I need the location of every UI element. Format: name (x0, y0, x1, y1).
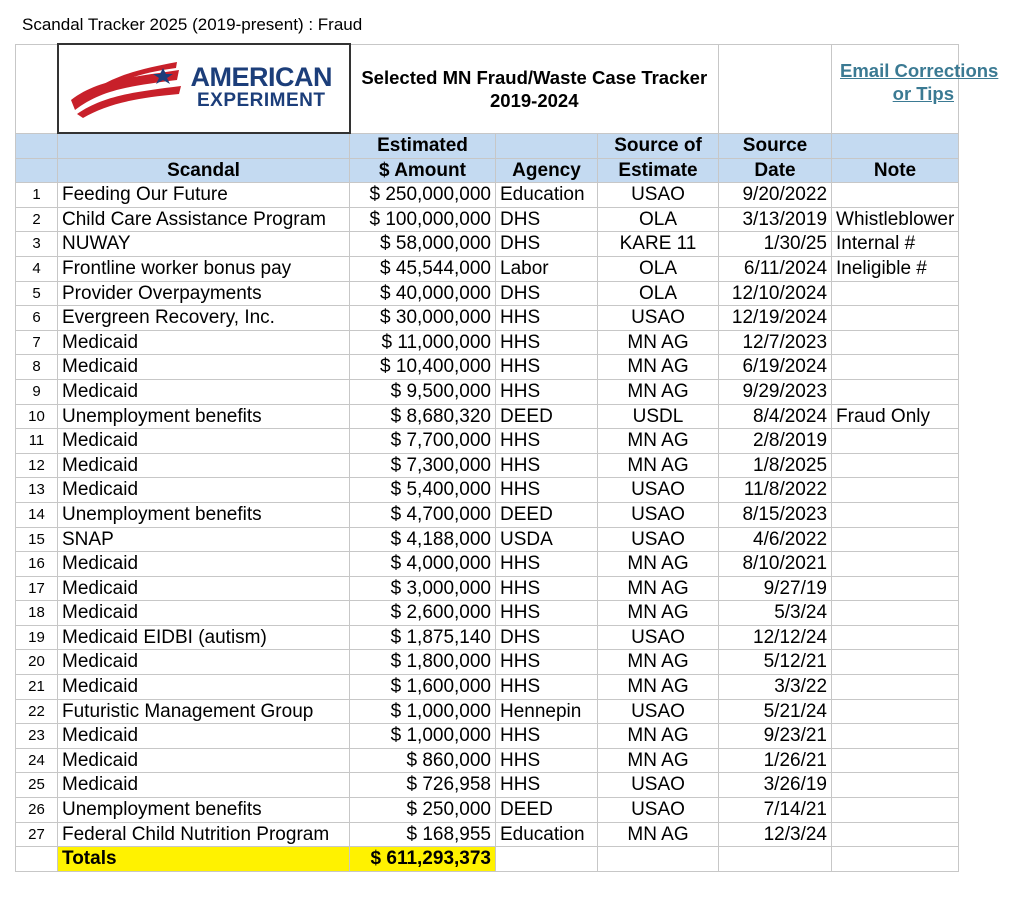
scandal-cell[interactable]: Medicaid (58, 748, 350, 773)
date-cell[interactable]: 7/14/21 (719, 798, 832, 823)
date-cell[interactable]: 8/4/2024 (719, 404, 832, 429)
source-cell[interactable]: MN AG (598, 576, 719, 601)
source-cell[interactable]: MN AG (598, 675, 719, 700)
note-cell[interactable] (832, 281, 959, 306)
scandal-cell[interactable]: Medicaid (58, 576, 350, 601)
scandal-cell[interactable]: Medicaid (58, 724, 350, 749)
row-number[interactable]: 25 (16, 773, 58, 798)
header-date-line2: Date (719, 158, 832, 183)
note-cell[interactable] (832, 478, 959, 503)
amount-cell[interactable]: $ 1,600,000 (350, 675, 496, 700)
table-row (16, 453, 959, 478)
agency-cell[interactable]: HHS (496, 306, 598, 331)
note-cell[interactable] (832, 330, 959, 355)
totals-rownum[interactable] (16, 847, 58, 872)
scandal-cell[interactable]: Medicaid (58, 552, 350, 577)
note-cell[interactable] (832, 379, 959, 404)
date-cell[interactable]: 3/3/22 (719, 675, 832, 700)
source-cell[interactable]: MN AG (598, 601, 719, 626)
agency-cell[interactable]: HHS (496, 330, 598, 355)
amount-cell[interactable]: $ 4,188,000 (350, 527, 496, 552)
scandal-cell[interactable]: Feeding Our Future (58, 183, 350, 208)
table-row (16, 798, 959, 823)
row-number[interactable]: 27 (16, 822, 58, 847)
source-cell[interactable]: USAO (598, 527, 719, 552)
corner-cell (16, 44, 58, 133)
scandal-cell[interactable]: Medicaid (58, 773, 350, 798)
scandal-cell[interactable]: Medicaid (58, 379, 350, 404)
source-cell[interactable]: OLA (598, 256, 719, 281)
agency-cell[interactable]: HHS (496, 453, 598, 478)
header-amount-line1: Estimated (350, 133, 496, 158)
table-row (16, 429, 959, 454)
date-cell[interactable]: 12/10/2024 (719, 281, 832, 306)
source-cell[interactable]: MN AG (598, 650, 719, 675)
date-cell[interactable]: 6/11/2024 (719, 256, 832, 281)
scandal-cell[interactable]: Futuristic Management Group (58, 699, 350, 724)
agency-cell[interactable]: Education (496, 183, 598, 208)
scandal-cell[interactable]: Medicaid (58, 478, 350, 503)
table-row (16, 675, 959, 700)
note-cell[interactable] (832, 798, 959, 823)
date-cell[interactable]: 1/8/2025 (719, 453, 832, 478)
table-row (16, 748, 959, 773)
scandal-cell[interactable]: Medicaid EIDBI (autism) (58, 625, 350, 650)
table-row (16, 699, 959, 724)
date-cell[interactable]: 12/12/24 (719, 625, 832, 650)
note-cell[interactable] (832, 527, 959, 552)
row-number[interactable]: 26 (16, 798, 58, 823)
agency-cell[interactable]: Labor (496, 256, 598, 281)
agency-cell[interactable]: HHS (496, 773, 598, 798)
totals-label[interactable]: Totals (58, 847, 350, 872)
logo-line1: AMERICAN (190, 61, 332, 92)
row-number[interactable]: 7 (16, 330, 58, 355)
table-row (16, 724, 959, 749)
amount-cell[interactable]: $ 7,700,000 (350, 429, 496, 454)
amount-cell[interactable]: $ 7,300,000 (350, 453, 496, 478)
agency-cell[interactable]: HHS (496, 650, 598, 675)
note-cell[interactable] (832, 453, 959, 478)
amount-cell[interactable]: $ 40,000,000 (350, 281, 496, 306)
scandal-cell[interactable]: Medicaid (58, 355, 350, 380)
scandal-cell[interactable]: Unemployment benefits (58, 404, 350, 429)
agency-cell[interactable]: HHS (496, 601, 598, 626)
row-number[interactable]: 3 (16, 232, 58, 257)
source-cell[interactable]: MN AG (598, 748, 719, 773)
date-cell[interactable]: 9/29/2023 (719, 379, 832, 404)
source-cell[interactable]: MN AG (598, 429, 719, 454)
agency-cell[interactable]: HHS (496, 355, 598, 380)
scandal-cell[interactable]: Evergreen Recovery, Inc. (58, 306, 350, 331)
note-cell[interactable] (832, 650, 959, 675)
row-number[interactable]: 14 (16, 502, 58, 527)
table-row (16, 281, 959, 306)
header-note: Note (832, 158, 959, 183)
date-cell[interactable]: 9/23/21 (719, 724, 832, 749)
note-cell[interactable] (832, 822, 959, 847)
date-cell[interactable]: 8/10/2021 (719, 552, 832, 577)
agency-cell[interactable]: DEED (496, 798, 598, 823)
agency-cell[interactable]: DEED (496, 502, 598, 527)
scandal-cell[interactable]: SNAP (58, 527, 350, 552)
note-cell[interactable]: Fraud Only (832, 404, 959, 429)
note-cell[interactable] (832, 552, 959, 577)
table-row (16, 650, 959, 675)
date-cell[interactable]: 9/20/2022 (719, 183, 832, 208)
date-cell[interactable]: 5/3/24 (719, 601, 832, 626)
date-cell[interactable]: 5/21/24 (719, 699, 832, 724)
row-number[interactable]: 21 (16, 675, 58, 700)
note-cell[interactable]: Internal # (832, 232, 959, 257)
agency-cell[interactable]: DHS (496, 232, 598, 257)
totals-blank[interactable] (496, 847, 598, 872)
amount-cell[interactable]: $ 250,000 (350, 798, 496, 823)
amount-cell[interactable]: $ 1,000,000 (350, 699, 496, 724)
amount-cell[interactable]: $ 168,955 (350, 822, 496, 847)
note-cell[interactable] (832, 724, 959, 749)
note-cell[interactable] (832, 748, 959, 773)
row-number[interactable]: 15 (16, 527, 58, 552)
source-cell[interactable]: USAO (598, 798, 719, 823)
agency-cell[interactable]: Education (496, 822, 598, 847)
date-cell[interactable]: 3/13/2019 (719, 207, 832, 232)
table-row (16, 527, 959, 552)
scandal-cell[interactable]: Medicaid (58, 429, 350, 454)
header-agency: Agency (496, 158, 598, 183)
row-number[interactable]: 17 (16, 576, 58, 601)
table-row (16, 625, 959, 650)
amount-cell[interactable]: $ 1,000,000 (350, 724, 496, 749)
amount-cell[interactable]: $ 45,544,000 (350, 256, 496, 281)
amount-cell[interactable]: $ 2,600,000 (350, 601, 496, 626)
logo-line2: EXPERIMENT (196, 89, 326, 111)
email-link-cell (832, 44, 999, 133)
row-number[interactable]: 18 (16, 601, 58, 626)
source-cell[interactable]: MN AG (598, 355, 719, 380)
row-number[interactable]: 23 (16, 724, 58, 749)
source-cell[interactable]: USAO (598, 699, 719, 724)
header-source-line2: Estimate (598, 158, 719, 183)
agency-cell[interactable]: HHS (496, 748, 598, 773)
row-number[interactable]: 16 (16, 552, 58, 577)
note-cell[interactable]: Ineligible # (832, 256, 959, 281)
header-blank (58, 133, 350, 158)
scandal-cell[interactable]: Unemployment benefits (58, 798, 350, 823)
totals-row (16, 847, 959, 872)
header-banner-row (16, 44, 959, 133)
table-row (16, 502, 959, 527)
table-row (16, 773, 959, 798)
source-cell[interactable]: MN AG (598, 330, 719, 355)
source-cell[interactable]: MN AG (598, 552, 719, 577)
date-cell[interactable]: 1/26/21 (719, 748, 832, 773)
amount-cell[interactable]: $ 58,000,000 (350, 232, 496, 257)
table-row (16, 355, 959, 380)
american-experiment-logo (59, 54, 349, 124)
table-row (16, 183, 959, 208)
note-cell[interactable] (832, 576, 959, 601)
scandal-cell[interactable]: Medicaid (58, 330, 350, 355)
source-cell[interactable]: USAO (598, 625, 719, 650)
agency-cell[interactable]: Hennepin (496, 699, 598, 724)
amount-cell[interactable]: $ 8,680,320 (350, 404, 496, 429)
note-cell[interactable] (832, 675, 959, 700)
agency-cell[interactable]: HHS (496, 576, 598, 601)
amount-cell[interactable]: $ 4,700,000 (350, 502, 496, 527)
amount-cell[interactable]: $ 860,000 (350, 748, 496, 773)
source-cell[interactable]: USAO (598, 478, 719, 503)
amount-cell[interactable]: $ 10,400,000 (350, 355, 496, 380)
flag-stripes-icon (67, 60, 185, 118)
header-amount-line2: $ Amount (350, 158, 496, 183)
source-cell[interactable]: MN AG (598, 822, 719, 847)
amount-cell[interactable]: $ 1,875,140 (350, 625, 496, 650)
row-number[interactable]: 12 (16, 453, 58, 478)
date-cell[interactable]: 1/30/25 (719, 232, 832, 257)
amount-cell[interactable]: $ 11,000,000 (350, 330, 496, 355)
row-number[interactable]: 2 (16, 207, 58, 232)
row-number[interactable]: 22 (16, 699, 58, 724)
date-cell[interactable]: 4/6/2022 (719, 527, 832, 552)
agency-cell[interactable]: DHS (496, 625, 598, 650)
scandal-cell[interactable]: Medicaid (58, 453, 350, 478)
page-title: Scandal Tracker 2025 (2019-present) : Fraud (22, 15, 363, 34)
header-rownum (16, 158, 58, 183)
scandal-cell[interactable]: Child Care Assistance Program (58, 207, 350, 232)
logo-cell (58, 44, 350, 133)
date-cell[interactable]: 8/15/2023 (719, 502, 832, 527)
date-cell[interactable]: 5/12/21 (719, 650, 832, 675)
amount-cell[interactable]: $ 9,500,000 (350, 379, 496, 404)
agency-cell[interactable]: DHS (496, 207, 598, 232)
row-number[interactable]: 4 (16, 256, 58, 281)
table-row (16, 576, 959, 601)
totals-blank[interactable] (598, 847, 719, 872)
source-cell[interactable]: KARE 11 (598, 232, 719, 257)
note-cell[interactable] (832, 355, 959, 380)
source-cell[interactable]: MN AG (598, 453, 719, 478)
email-corrections-link[interactable]: Email Corrections (840, 59, 999, 81)
note-cell[interactable]: Whistleblower (832, 207, 959, 232)
source-cell[interactable]: OLA (598, 281, 719, 306)
note-cell[interactable] (832, 183, 959, 208)
row-number[interactable]: 9 (16, 379, 58, 404)
row-number[interactable]: 11 (16, 429, 58, 454)
date-cell[interactable]: 12/3/24 (719, 822, 832, 847)
agency-cell[interactable]: HHS (496, 552, 598, 577)
scandal-cell[interactable]: Medicaid (58, 675, 350, 700)
row-number[interactable]: 8 (16, 355, 58, 380)
table-row (16, 207, 959, 232)
date-cell[interactable]: 9/27/19 (719, 576, 832, 601)
scandal-cell[interactable]: NUWAY (58, 232, 350, 257)
totals-amount[interactable]: $ 611,293,373 (350, 847, 496, 872)
header-date-line1: Source (719, 133, 832, 158)
agency-cell[interactable]: HHS (496, 379, 598, 404)
row-number[interactable]: 20 (16, 650, 58, 675)
or-tips-link[interactable]: or Tips (892, 82, 955, 104)
header-source-line1: Source of (598, 133, 719, 158)
table-row (16, 822, 959, 847)
column-header-row-1 (16, 133, 959, 158)
note-cell[interactable] (832, 429, 959, 454)
note-cell[interactable] (832, 625, 959, 650)
source-cell[interactable]: OLA (598, 207, 719, 232)
note-cell[interactable] (832, 699, 959, 724)
row-number[interactable]: 13 (16, 478, 58, 503)
table-row (16, 379, 959, 404)
scandal-cell[interactable]: Provider Overpayments (58, 281, 350, 306)
tracker-title: Selected MN Fraud/Waste Case Tracker 2019-2024 (350, 44, 719, 133)
scandal-cell[interactable]: Unemployment benefits (58, 502, 350, 527)
table-row (16, 306, 959, 331)
header-blank (832, 133, 959, 158)
header-blank (496, 133, 598, 158)
totals-blank[interactable] (719, 847, 832, 872)
column-header-row-2 (16, 158, 959, 183)
note-cell[interactable] (832, 601, 959, 626)
note-cell[interactable] (832, 306, 959, 331)
row-number[interactable]: 24 (16, 748, 58, 773)
scandal-cell[interactable]: Medicaid (58, 601, 350, 626)
agency-cell[interactable]: HHS (496, 724, 598, 749)
amount-cell[interactable]: $ 100,000,000 (350, 207, 496, 232)
source-cell[interactable]: MN AG (598, 379, 719, 404)
table-row (16, 552, 959, 577)
amount-cell[interactable]: $ 30,000,000 (350, 306, 496, 331)
scandal-cell[interactable]: Federal Child Nutrition Program (58, 822, 350, 847)
source-cell[interactable]: USAO (598, 773, 719, 798)
blank-header-cell (719, 44, 832, 133)
source-cell[interactable]: USAO (598, 502, 719, 527)
row-number[interactable]: 6 (16, 306, 58, 331)
note-cell[interactable] (832, 502, 959, 527)
header-scandal: Scandal (58, 158, 350, 183)
source-cell[interactable]: MN AG (598, 724, 719, 749)
table-row (16, 256, 959, 281)
scandal-cell[interactable]: Medicaid (58, 650, 350, 675)
agency-cell[interactable]: DHS (496, 281, 598, 306)
source-cell[interactable]: USAO (598, 306, 719, 331)
agency-cell[interactable]: HHS (496, 478, 598, 503)
amount-cell[interactable]: $ 1,800,000 (350, 650, 496, 675)
amount-cell[interactable]: $ 3,000,000 (350, 576, 496, 601)
amount-cell[interactable]: $ 250,000,000 (350, 183, 496, 208)
case-table (15, 43, 999, 872)
table-row (16, 478, 959, 503)
agency-cell[interactable]: HHS (496, 429, 598, 454)
amount-cell[interactable]: $ 4,000,000 (350, 552, 496, 577)
table-row (16, 330, 959, 355)
row-number[interactable]: 5 (16, 281, 58, 306)
agency-cell[interactable]: USDA (496, 527, 598, 552)
agency-cell[interactable]: DEED (496, 404, 598, 429)
logo-wordmark (190, 61, 333, 112)
amount-cell[interactable]: $ 726,958 (350, 773, 496, 798)
header-rownum (16, 133, 58, 158)
row-number[interactable]: 1 (16, 183, 58, 208)
note-cell[interactable] (832, 773, 959, 798)
table-row (16, 232, 959, 257)
source-cell[interactable]: USDL (598, 404, 719, 429)
row-number[interactable]: 10 (16, 404, 58, 429)
date-cell[interactable]: 2/8/2019 (719, 429, 832, 454)
spreadsheet (15, 43, 999, 872)
row-number[interactable]: 19 (16, 625, 58, 650)
source-cell[interactable]: USAO (598, 183, 719, 208)
date-cell[interactable]: 3/26/19 (719, 773, 832, 798)
date-cell[interactable]: 12/7/2023 (719, 330, 832, 355)
amount-cell[interactable]: $ 5,400,000 (350, 478, 496, 503)
date-cell[interactable]: 12/19/2024 (719, 306, 832, 331)
date-cell[interactable]: 11/8/2022 (719, 478, 832, 503)
totals-blank[interactable] (832, 847, 959, 872)
table-row (16, 404, 959, 429)
date-cell[interactable]: 6/19/2024 (719, 355, 832, 380)
table-row (16, 601, 959, 626)
scandal-cell[interactable]: Frontline worker bonus pay (58, 256, 350, 281)
agency-cell[interactable]: HHS (496, 675, 598, 700)
